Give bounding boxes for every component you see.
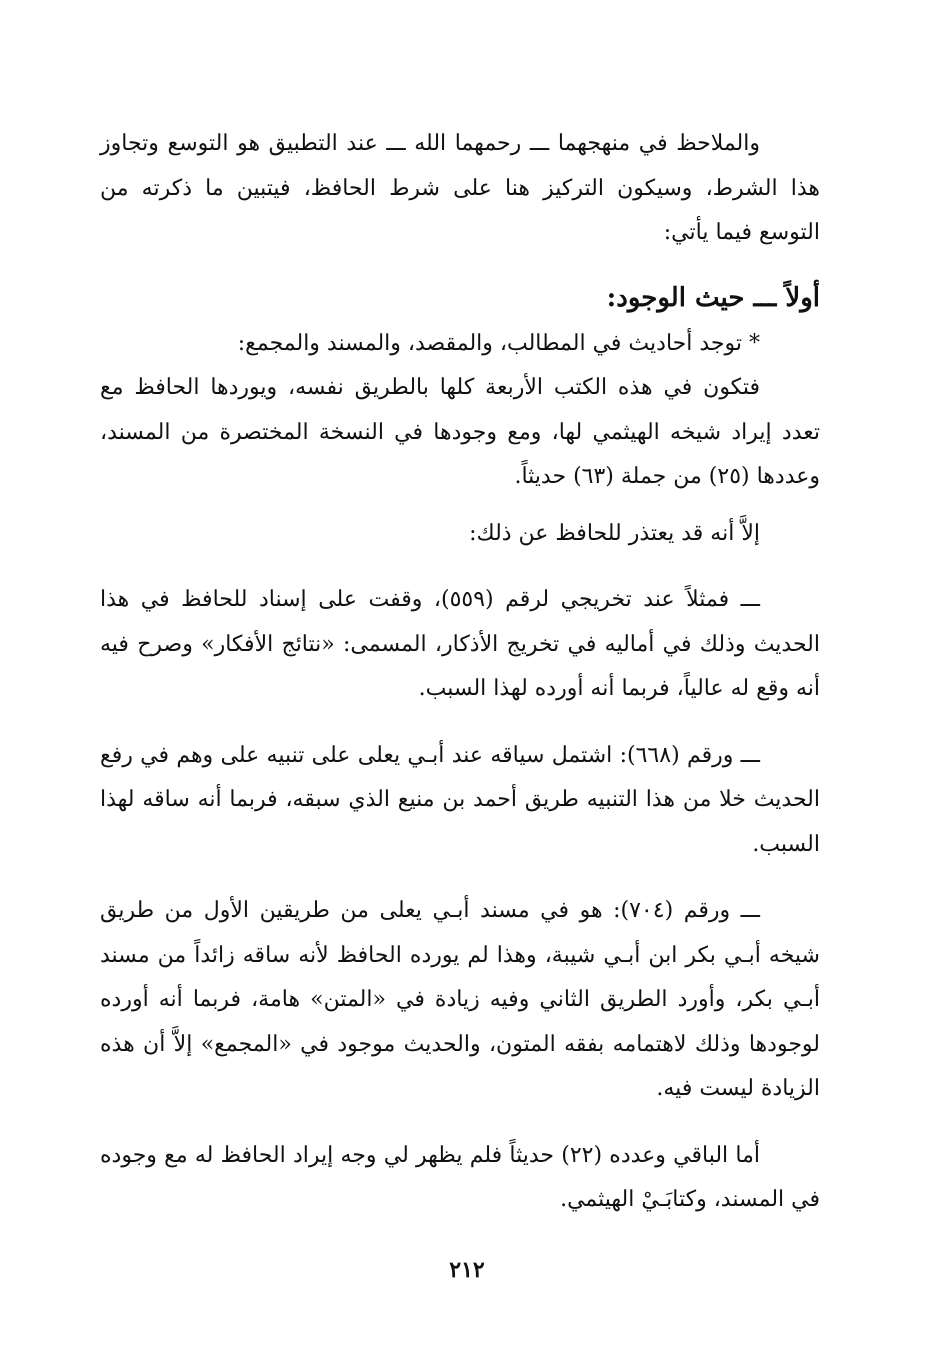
page-number: ٢١٢: [449, 1257, 485, 1283]
paragraph-2: إلاَّ أنه قد يعتذر للحافظ عن ذلك:: [469, 520, 760, 546]
page-body: [100, 122, 820, 1223]
paragraph-3: ـــ فمثلاً عند تخريجي لرقم (٥٥٩)، وقفت على إسناد للحافظ في هذا الحديث وذلك في أماليه في تخريج الأذكار، المسمى: «نتائج الأفكار» وصرح فيه أنه وقع له عالياً، فربما أنه أورده لهذا السبب.: [100, 587, 820, 701]
paragraph-6: أما الباقي وعدده (٢٢) حديثاً فلم يظهر لي وجه إيراد الحافظ له مع وجوده في المسند، وكتابَـيْ الهيثمي.: [100, 1142, 820, 1212]
paragraph-5: ـــ ورقم (٧٠٤): هو في مسند أبـي يعلى من طريقين الأول من طريق شيخه أبـي بكر ابن أبـي شيبة، وهذا لم يورده الحافظ لأنه ساقه زائداً من مسند أبـي بكر، وأورد الطريق الثاني وفيه زيادة في «المتن» هامة، فربما أنه أورده لوجودها وذلك لاهتمامه بفقه المتون، والحديث موجود في «المجمع» إلاَّ أن هذه الزيادة ليست فيه.: [100, 898, 820, 1101]
paragraph-1: فتكون في هذه الكتب الأربعة كلها بالطريق نفسه، ويوردها الحافظ مع تعدد إيراد شيخه الهيثمي لها، ومع وجودها في النسخة المختصرة من المسند، وعددها (٢٥) من جملة (٦٣) حديثاً.: [100, 375, 820, 489]
section-heading: أولاً ـــ حيث الوجود:: [606, 282, 820, 313]
intro-paragraph: والملاحظ في منهجهما ـــ رحمهما الله ـــ عند التطبيق هو التوسع وتجاوز هذا الشرط، وسيكون التركيز هنا على شرط الحافظ، فيتبين ما ذكرته من التوسع فيما يأتي:: [100, 131, 820, 245]
bullet-paragraph: * توجد أحاديث في المطالب، والمقصد، والمسند والمجمع:: [237, 330, 760, 356]
paragraph-4: ـــ ورقم (٦٦٨): اشتمل سياقه عند أبـي يعلى على تنبيه على وهم في رفع الحديث خلا من هذا التنبيه طريق أحمد بن منيع الذي سبقه، فربما أنه ساقه لهذا السبب.: [100, 742, 820, 857]
